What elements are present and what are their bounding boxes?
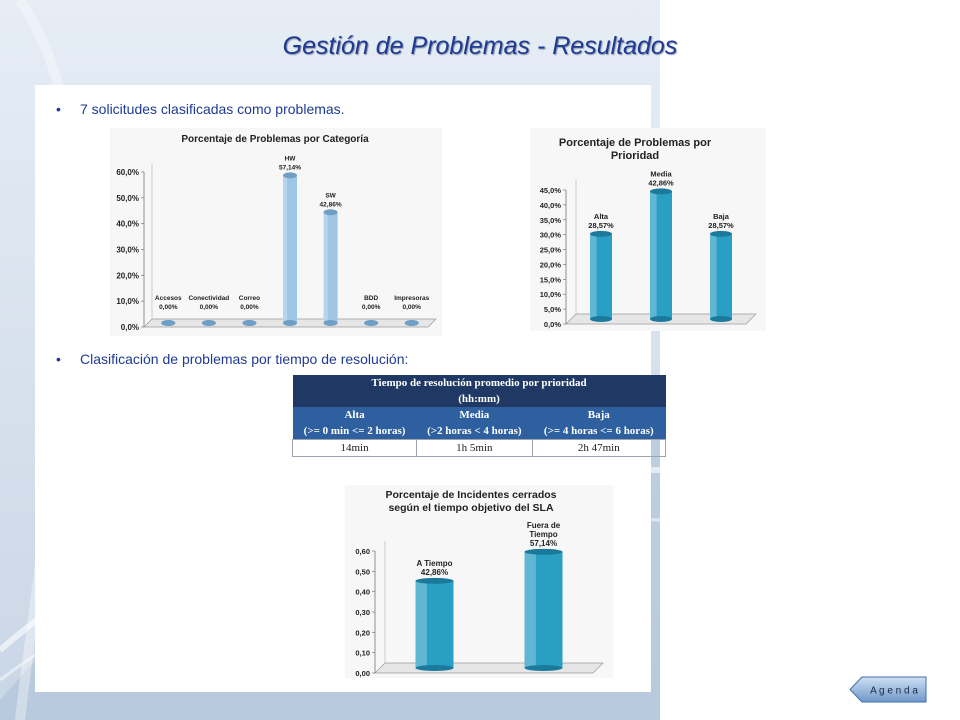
priority-chart-svg (530, 128, 766, 331)
y-tick-label: 20,0% (116, 271, 139, 281)
chart-title: Porcentaje de Problemas por (558, 137, 712, 149)
col-header-media: Media (417, 407, 532, 423)
sla-chart (345, 485, 613, 678)
bullet-text: Clasificación de problemas por tiempo de resolución: (80, 351, 409, 367)
y-tick-label: 10,0% (116, 297, 139, 307)
col-header-alta: Alta (293, 407, 417, 423)
cell-alta: 14min (293, 440, 417, 457)
y-tick-label: 0,50 (355, 567, 370, 577)
cell-baja: 2h 47min (532, 440, 665, 457)
y-tick-label: 30,0% (539, 230, 561, 240)
cell-media: 1h 5min (417, 440, 532, 457)
bar-baja (710, 231, 732, 322)
data-label: Tiempo (529, 529, 558, 539)
bar-correo (242, 320, 256, 326)
table-subtitle: (hh:mm) (293, 391, 666, 407)
y-tick-label: 20,0% (539, 260, 561, 270)
priority-chart (530, 128, 766, 331)
y-tick-label: 0,40 (355, 587, 370, 597)
data-label: HW (284, 155, 296, 163)
y-tick-label: 40,0% (539, 200, 561, 210)
data-label: Fuera de (526, 520, 561, 530)
data-label: 57,14% (278, 164, 302, 172)
y-tick-label: 0,0% (543, 320, 561, 329)
data-label: SW (325, 192, 336, 200)
chart-floor (375, 663, 603, 673)
col-range-media: (>2 horas < 4 horas) (417, 423, 532, 440)
bar-hw (283, 172, 297, 326)
col-header-baja: Baja (532, 407, 665, 423)
bar-media (650, 188, 672, 322)
data-label: 42,86% (319, 201, 342, 209)
data-label: 28,57% (708, 220, 734, 230)
y-tick-label: 60,0% (116, 168, 139, 177)
y-tick-label: 5,0% (543, 305, 561, 315)
col-range-baja: (>= 4 horas <= 6 horas) (532, 423, 665, 440)
data-label: A Tiempo (416, 558, 453, 568)
y-tick-label: 45,0% (539, 186, 561, 195)
y-tick-label: 15,0% (539, 275, 561, 285)
agenda-arrow-icon (849, 676, 927, 703)
y-tick-label: 25,0% (539, 245, 561, 255)
chart-title: según el tiempo objetivo del SLA (388, 502, 554, 514)
category-chart-svg (110, 128, 442, 336)
y-tick-label: 0,0% (120, 323, 139, 332)
resolution-time-table (292, 375, 666, 457)
y-tick-label: 0,60 (355, 547, 370, 556)
chart-title: Prioridad (610, 150, 660, 162)
y-tick-label: 10,0% (539, 290, 561, 300)
data-label: 0,00% (361, 304, 381, 311)
bar-conectividad (202, 320, 216, 326)
y-tick-label: 40,0% (116, 219, 139, 229)
bar-accesos (161, 320, 175, 326)
y-tick-label: 0,10 (355, 648, 370, 658)
table-title: Tiempo de resolución promedio por prioridad (293, 375, 666, 391)
bar-a-tiempo (416, 578, 454, 671)
y-tick-label: 30,0% (116, 245, 139, 255)
data-label: Impresoras (394, 295, 430, 302)
category-chart (110, 128, 442, 336)
chart-title: Porcentaje de Problemas por Categoría (181, 134, 369, 145)
data-label: 42,86% (648, 178, 674, 188)
data-label: Baja (713, 211, 729, 221)
bullet-item (56, 101, 345, 117)
data-label: Alta (593, 211, 609, 221)
agenda-label: A g e n d a (870, 685, 918, 697)
data-label: Media (650, 169, 672, 179)
data-label: 28,57% (588, 220, 614, 230)
data-label: 42,86% (420, 567, 449, 577)
data-label: Conectividad (188, 295, 230, 302)
data-label: 57,14% (529, 538, 558, 548)
data-label: Accesos (154, 295, 182, 302)
sla-chart-svg (345, 485, 613, 678)
y-tick-label: 50,0% (116, 193, 139, 203)
data-label: Correo (238, 295, 261, 302)
y-tick-label: 35,0% (539, 215, 561, 225)
data-label: BDD (364, 295, 379, 302)
data-label: 0,00% (199, 304, 219, 311)
bar-sw (324, 209, 338, 326)
bullet-text: 7 solicitudes clasificadas como problemas. (80, 101, 345, 117)
col-range-alta: (>= 0 min <= 2 horas) (293, 423, 417, 440)
bullet-dot: • (56, 101, 61, 117)
bullet-item (56, 351, 408, 367)
bullet-dot: • (56, 351, 61, 367)
data-label: 0,00% (402, 304, 421, 311)
y-tick-label: 0,20 (355, 628, 370, 638)
agenda-button[interactable] (849, 676, 927, 703)
bar-bdd (364, 320, 378, 326)
y-tick-label: 0,30 (355, 608, 370, 617)
chart-title: Porcentaje de Incidentes cerrados (385, 489, 557, 501)
page-title: Gestión de Problemas - Resultados (282, 32, 678, 60)
bar-alta (590, 231, 612, 322)
bar-fuera-de-tiempo (525, 549, 563, 671)
y-tick-label: 0,00 (355, 669, 370, 678)
data-label: 0,00% (159, 304, 178, 311)
bar-impresoras (405, 320, 419, 326)
data-label: 0,00% (240, 304, 259, 311)
